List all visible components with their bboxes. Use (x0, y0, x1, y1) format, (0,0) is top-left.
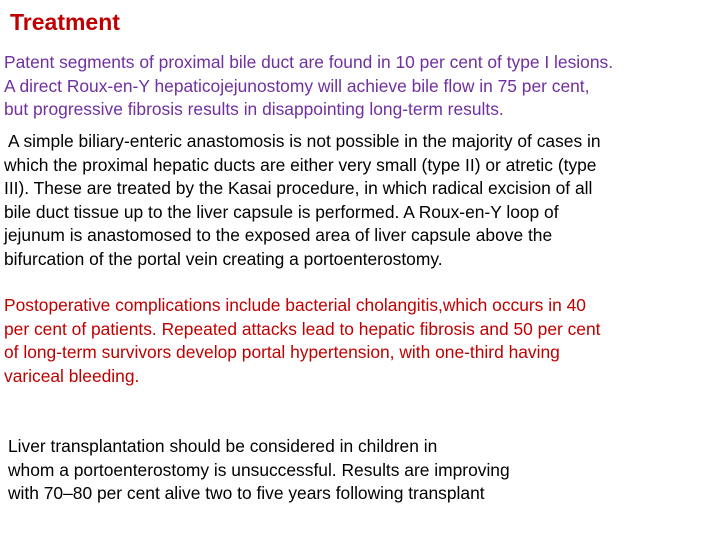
paragraph-line: variceal bleeding. (4, 365, 140, 386)
slide-title: Treatment (10, 9, 120, 35)
paragraph-line: III). These are treated by the Kasai procedure, in which radical excision of all (4, 178, 593, 198)
paragraph-line: whom a portoenterostomy is unsuccessful. Results are improving (8, 459, 510, 480)
paragraph-line: A simple biliary-enteric anastomosis is not possible in the majority of cases in (8, 131, 601, 151)
paragraph-complications (4, 294, 716, 388)
paragraph-kasai-procedure (4, 130, 716, 271)
paragraph-line: Liver transplantation should be considered in children in (8, 436, 438, 456)
paragraph-transplantation (4, 435, 716, 506)
paragraph-line: but progressive fibrosis results in disappointing long-term results. (4, 99, 504, 119)
paragraph-line: jejunum is anastomosed to the exposed area of liver capsule above the (4, 225, 553, 245)
paragraph-line: of long-term survivors develop portal hypertension, with one-third having (4, 342, 560, 362)
paragraph-line: bile duct tissue up to the liver capsule is performed. A Roux-en-Y loop of (4, 201, 559, 222)
paragraph-line: per cent of patients. Repeated attacks lead to hepatic fibrosis and 50 per cent (4, 318, 601, 339)
paragraph-line: Patent segments of proximal bile duct are found in 10 per cent of type I lesions. (4, 52, 614, 72)
paragraph-line: bifurcation of the portal vein creating a portoenterostomy. (4, 248, 443, 269)
paragraph-line: which the proximal hepatic ducts are either very small (type II) or atretic (type (4, 154, 597, 175)
paragraph-line: A direct Roux-en-Y hepaticojejunostomy will achieve bile flow in 75 per cent, (4, 75, 590, 96)
paragraph-line: Postoperative complications include bacterial cholangitis,which occurs in 40 (4, 295, 586, 315)
paragraph-line: with 70–80 per cent alive two to five years following transplant (8, 483, 485, 503)
paragraph-kasai-intro (4, 51, 716, 122)
